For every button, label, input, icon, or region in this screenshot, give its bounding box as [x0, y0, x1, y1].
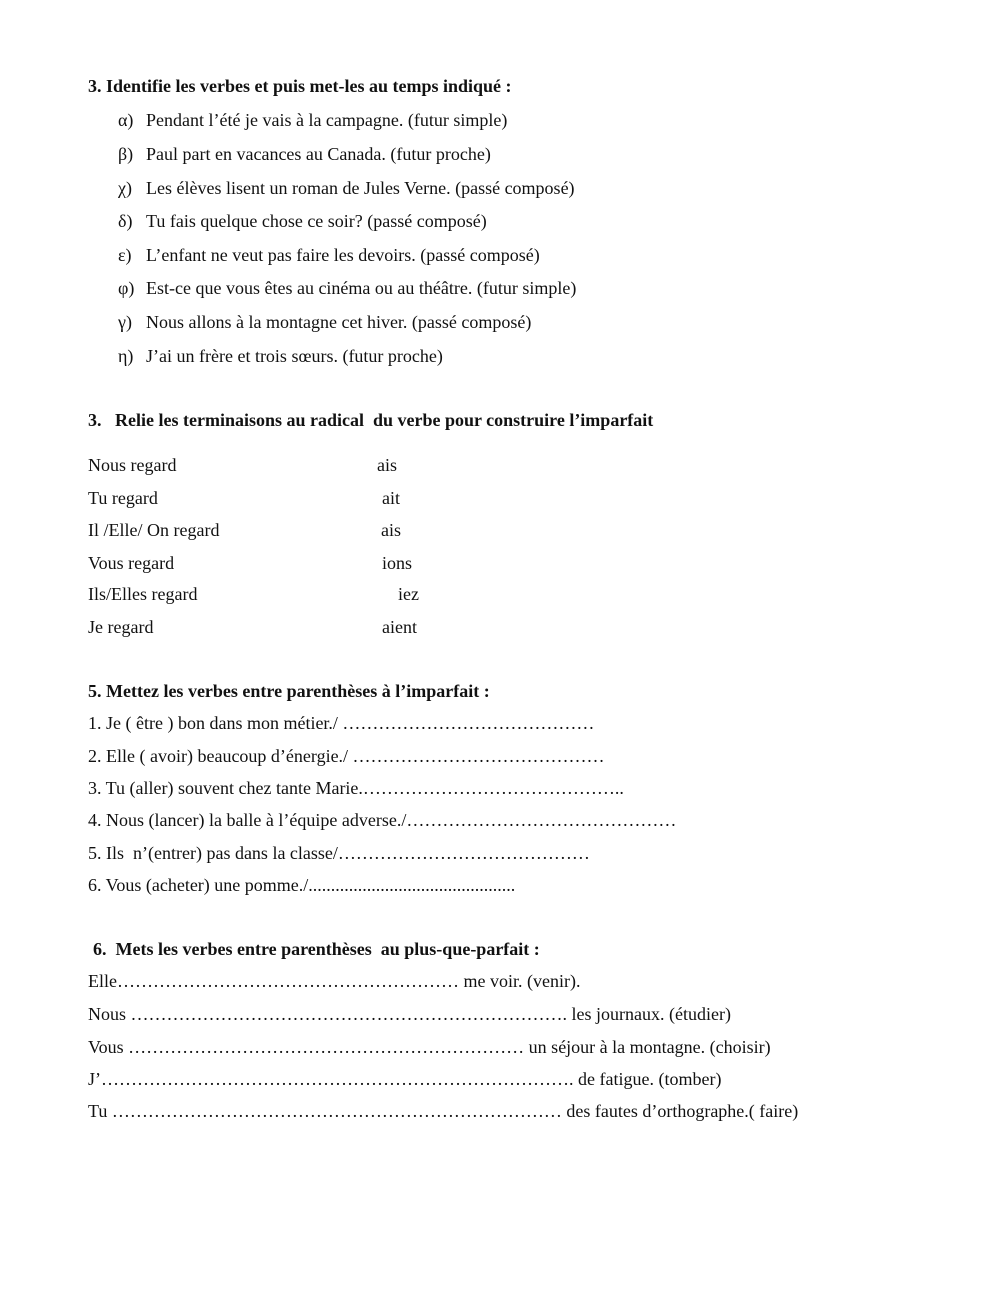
item-marker: γ) [118, 312, 132, 332]
item-marker: ε) [118, 245, 132, 265]
item-marker: δ) [118, 211, 133, 231]
exercise-line: 1. Je ( être ) bon dans mon métier./ …………………………………… [88, 713, 595, 733]
exercise-line: 5. Ils n’(entrer) pas dans la classe/…………………………………… [88, 843, 590, 863]
ending-item: ions [382, 553, 413, 573]
exercise-line: 4. Nous (lancer) la balle à l’équipe adverse./……………………………………… [88, 810, 677, 830]
list-item [118, 109, 507, 131]
exercise-line: 2. Elle ( avoir) beaucoup d’énergie./ …………………………………… [88, 746, 605, 766]
item-marker: φ) [118, 278, 135, 298]
stem-item: Tu regard [88, 488, 158, 508]
list-item [118, 143, 491, 165]
ending-item: aient [382, 617, 417, 637]
list-item [118, 177, 575, 199]
item-text: Les élèves lisent un roman de Jules Verne. (passé composé) [146, 178, 575, 198]
item-marker: χ) [118, 178, 132, 198]
ending-item: ait [382, 488, 400, 508]
exercise-line: J’……………………………………………………………………. de fatigue. (tomber) [88, 1069, 722, 1089]
list-item [118, 311, 531, 333]
stem-item: Je regard [88, 617, 154, 637]
list-item [118, 277, 576, 299]
list-item [118, 345, 443, 367]
item-text: Pendant l’été je vais à la campagne. (futur simple) [146, 110, 508, 130]
exercise-line: 6. Vous (acheter) une pomme./.............................................. [88, 875, 516, 895]
item-marker: η) [118, 346, 134, 366]
section-2-title: 3. Relie les terminaisons au radical du verbe pour construire l’imparfait [88, 410, 654, 430]
stem-item: Vous regard [88, 553, 175, 573]
item-text: Nous allons à la montagne cet hiver. (passé composé) [146, 312, 532, 332]
stem-item: Ils/Elles regard [88, 584, 198, 604]
section-3-title: 5. Mettez les verbes entre parenthèses à l’imparfait : [88, 681, 490, 701]
item-marker: β) [118, 144, 134, 164]
ending-item: ais [377, 455, 397, 475]
stem-item: Nous regard [88, 455, 177, 475]
exercise-line: Nous ………………………………………………………………. les journaux. (étudier) [88, 1004, 731, 1024]
ending-item: iez [398, 584, 419, 604]
item-text: L’enfant ne veut pas faire les devoirs. (passé composé) [146, 245, 540, 265]
item-text: Est-ce que vous êtes au cinéma ou au théâtre. (futur simple) [146, 278, 577, 298]
list-item [118, 210, 487, 232]
section-4-title: 6. Mets les verbes entre parenthèses au plus-que-parfait : [93, 939, 540, 959]
item-marker: α) [118, 110, 134, 130]
section-1-title: 3. Identifie les verbes et puis met-les au temps indiqué : [88, 76, 512, 96]
exercise-line: Vous ………………………………………………………… un séjour à la montagne. (choisir) [88, 1037, 771, 1057]
exercise-line: 3. Tu (aller) souvent chez tante Marie.…………………………………….. [88, 778, 624, 798]
ending-item: ais [381, 520, 401, 540]
item-text: Tu fais quelque chose ce soir? (passé composé) [146, 211, 487, 231]
item-text: Paul part en vacances au Canada. (futur proche) [146, 144, 491, 164]
exercise-line: Elle………………………………………………… me voir. (venir). [88, 971, 581, 991]
list-item [118, 244, 540, 266]
stem-item: Il /Elle/ On regard [88, 520, 220, 540]
item-text: J’ai un frère et trois sœurs. (futur proche) [146, 346, 443, 366]
exercise-line: Tu ………………………………………………………………… des fautes d’orthographe.( faire) [88, 1101, 799, 1121]
